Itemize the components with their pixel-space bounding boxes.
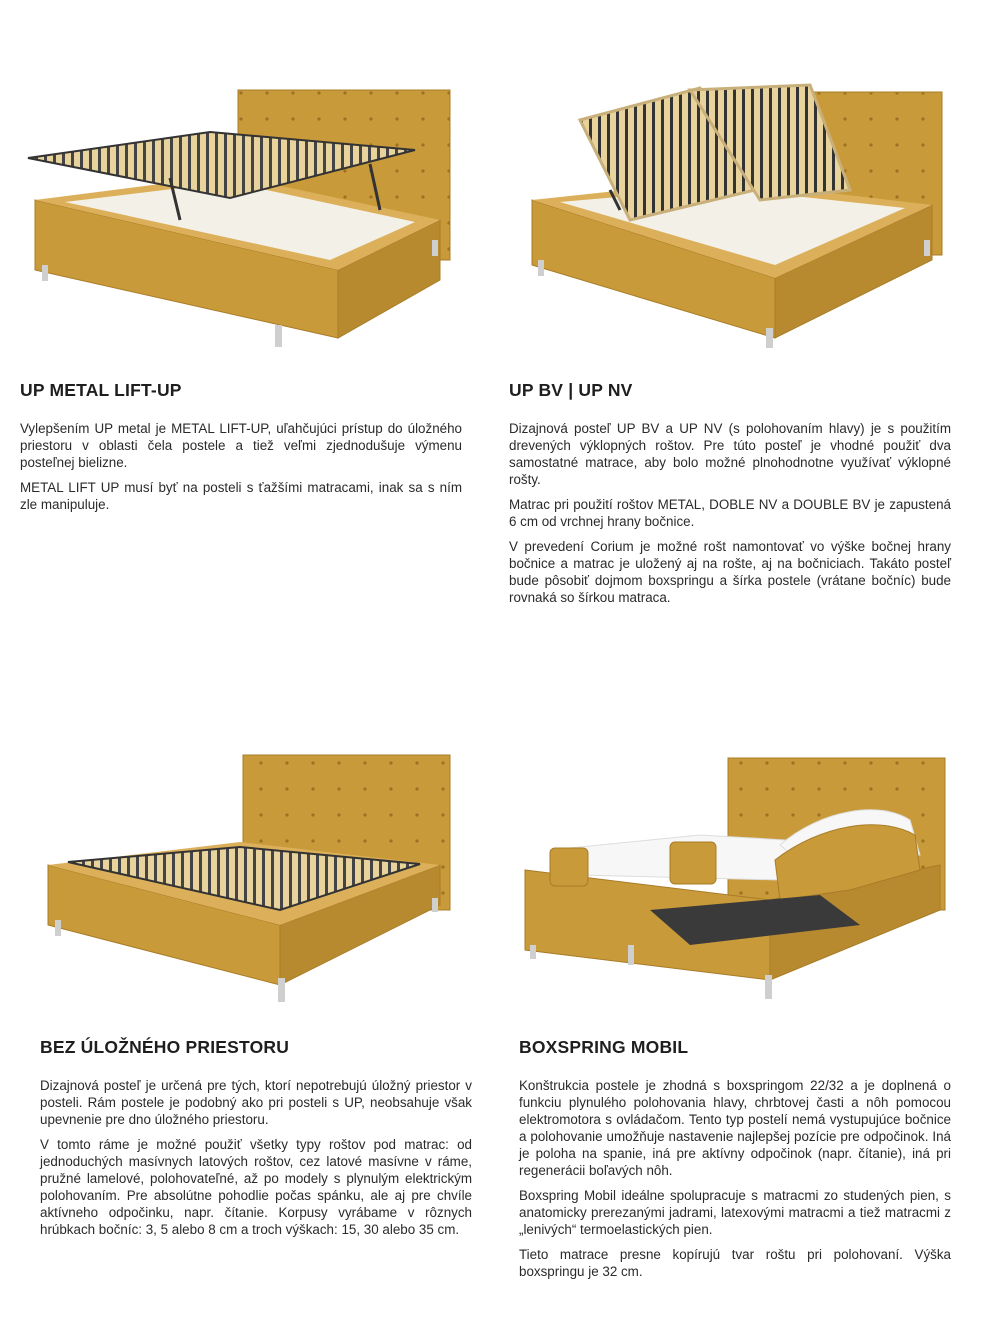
paragraph: V tomto ráme je možné použiť všetky typy roštov pod matrac: od jednoduchých masívnych latových roštov, cez latové masívne v ráme, pružné lamelové, polohovateľné, až po modely s plynulým elektrickým polohovaním. Pre absolútne pohodlie počas spánku, ale aj pre chvíle aktívneho odpočinku, napr. čítanie. Korpusy vyrábame v rôznych hrúbkach bočníc: 3, 5 alebo 8 cm a troch výškach: 15, 30 alebo 35 cm.	[40, 1137, 472, 1237]
paragraph: Matrac pri použití roštov METAL, DOBLE NV a DOUBLE BV je zapustená 6 cm od vrchnej hrany bočnice.	[509, 497, 951, 529]
section-title-bez-ulozneho-priestoru: BEZ ÚLOŽNÉHO PRIESTORU	[40, 1037, 290, 1057]
paragraph: Boxspring Mobil ideálne spolupracuje s matracmi zo studených pien, s anatomicky prerezanými jadrami, latexovými matracmi a tiež matracmi z „lenivých“ termoelastických pien.	[519, 1188, 951, 1237]
section-text-bez-ulozneho-priestoru	[40, 1077, 472, 1246]
paragraph: Konštrukcia postele je zhodná s boxspringom 22/32 a je doplnená o funkciu plynulého polohovania hlavy, chrbtovej časti a nôh pomocou elektromotora s ovládačom. Tento typ postelí nemá vystupujúce bočnice a polohovanie umožňuje nastavenie najlepšej pozície pre odpočinok. Iná je poloha na spanie, iná pre aktívny odpočinok (napr. čítanie), iná pri regenerácii boľavých nôh.	[519, 1078, 951, 1178]
section-text-up-bv-nv	[509, 420, 951, 614]
bed-no-storage-image	[40, 750, 460, 1010]
bed-boxspring-mobil-drawing	[520, 750, 950, 1010]
bed-boxspring-mobil-image	[520, 750, 950, 1010]
bed-no-storage-drawing	[40, 750, 460, 1010]
bed-up-bv-nv-drawing	[520, 80, 950, 355]
paragraph: Dizajnová posteľ je určená pre tých, ktorí nepotrebujú úložný priestor v posteli. Rám postele je podobný ako pri posteli s UP, neobsahuje však upevnenie pre dno úložného priestoru.	[40, 1078, 472, 1127]
section-text-boxspring-mobil	[519, 1077, 951, 1288]
paragraph: V prevedení Corium je možné rošt namontovať vo výške bočnej hrany bočnice a matrac je uložený aj na rošte, aj na bočniciach. Takáto posteľ bude pôsobiť dojmom boxspringu a šírka postele (vrátane bočníc) bude rovnaká so šírkou matraca.	[509, 539, 951, 605]
bed-up-bv-nv-image	[520, 80, 950, 355]
section-text-up-metal-lift-up	[20, 420, 462, 521]
section-title-boxspring-mobil: BOXSPRING MOBIL	[519, 1037, 689, 1057]
paragraph: METAL LIFT UP musí byť na posteli s ťažšími matracami, inak sa s ním zle manipuluje.	[20, 480, 462, 512]
section-title-up-metal-lift-up: UP METAL LIFT-UP	[20, 380, 182, 400]
paragraph: Tieto matrace presne kopírujú tvar roštu pri polohovaní. Výška boxspringu je 32 cm.	[519, 1247, 951, 1279]
bed-metal-lift-up-drawing	[20, 80, 460, 355]
bed-metal-lift-up-image	[20, 80, 460, 355]
paragraph: Dizajnová posteľ UP BV a UP NV (s polohovaním hlavy) je s použitím drevených výklopných roštov. Pre túto posteľ je vhodné použiť dva samostatné matrace, aby bolo možné plnohodnotne využívať výklopné rošty.	[509, 421, 951, 487]
paragraph: Vylepšením UP metal je METAL LIFT-UP, uľahčujúci prístup do úložného priestoru v oblasti čela postele a tiež veľmi zjednodušuje výmenu posteľnej bielizne.	[20, 421, 462, 470]
section-title-up-bv-nv: UP BV | UP NV	[509, 380, 633, 400]
